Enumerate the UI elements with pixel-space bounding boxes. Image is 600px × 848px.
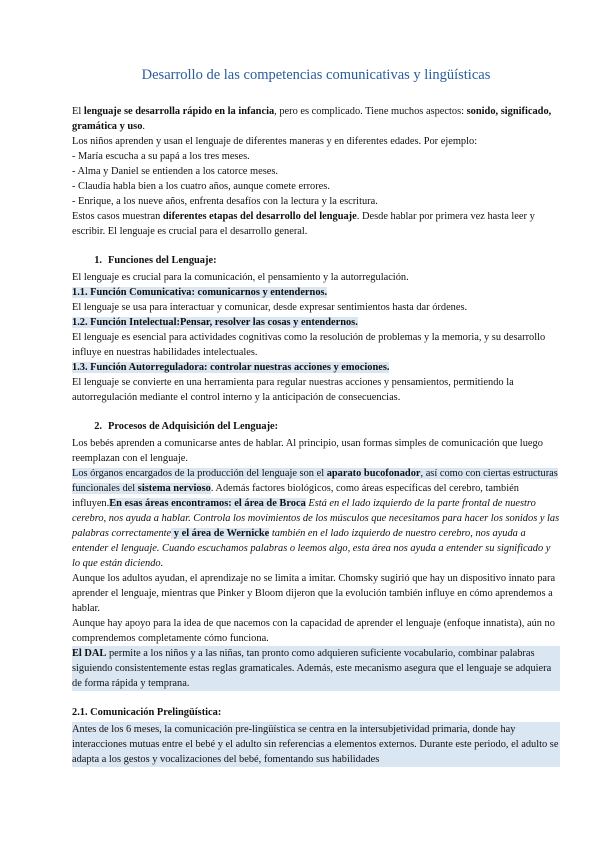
- subsection-2-1-paragraph: Antes de los 6 meses, la comunicación pre-lingüística se centra en la intersubjetividad primaria, donde hay interacciones mutuas entre el bebé y el adulto sin referencias a elementos externos. Durante este periodo, el adulto se adapta a los gestos y vocalizaciones del bebé, fomentando sus habilidades: [72, 724, 559, 765]
- subsection-1-3-heading: [72, 360, 560, 375]
- subsection-1-1-text: El lenguaje se usa para interactuar y comunicar, desde expresar sentimientos hasta dar órdenes.: [72, 302, 468, 313]
- bold-area-broca: En esas áreas encontramos: el área de Broca: [109, 498, 306, 509]
- bold-sistema-nervioso: sistema nervioso: [137, 483, 211, 494]
- subsection-2-1-heading: [72, 705, 560, 720]
- subsection-1-2-title: 1.2. Función Intelectual:Pensar, resolver las cosas y entendernos.: [72, 317, 358, 328]
- section-2-number: 2.: [94, 421, 102, 432]
- broca-description: Está en el lado izquierdo de la parte frontal de nuestro cerebro, nos ayuda a hablar. Controla los movimientos de los músculos que necesitamos para hacer los sonidos y las palabras correctamente: [72, 498, 560, 539]
- bold-aparato-bucofonador: aparato bucofonador: [326, 468, 421, 479]
- subsection-1-2-heading: [72, 315, 560, 330]
- intro-text: . Desde hablar por primera vez hasta leer y escribir. El lenguaje es crucial para el desarrollo general.: [72, 211, 535, 237]
- list-item: - Alma y Daniel se entienden a los catorce meses.: [72, 166, 279, 177]
- list-item: - Enrique, a los nueve años, enfrenta desafíos con la lectura y la escritura.: [72, 196, 378, 207]
- intro-bold-lenguaje: lenguaje se desarrolla rápido en la infancia: [83, 106, 275, 117]
- organs-text: . Además factores biológicos, como áreas específicas del cerebro, también influyen.: [72, 483, 519, 509]
- section-2-paragraph-4: Aunque hay apoyo para la idea de que nacemos con la capacidad de aprender el lenguaje (enfoque innatista), aún no comprendemos completamente cómo funciona.: [72, 618, 555, 644]
- section-2-paragraph-1: Los bebés aprenden a comunicarse antes de hablar. Al principio, usan formas simples de comunicación que luego reemplazan con el lenguaje.: [72, 438, 543, 464]
- intro-text: , pero es complicado. Tiene muchos aspectos:: [274, 106, 467, 117]
- subsection-1-2-text: El lenguaje es esencial para actividades cognitivas como la resolución de problemas y la memoria, y su desarrollo influye en nuestras habilidades intelectuales.: [72, 332, 546, 358]
- bold-dal: El DAL: [72, 648, 107, 659]
- intro-text: Estos casos muestran: [72, 211, 163, 222]
- bold-area-wernicke: y el área de Wernicke: [171, 528, 270, 539]
- list-item: - María escucha a su papá a los tres meses.: [72, 151, 250, 162]
- intro-paragraph-3: [72, 209, 560, 239]
- section-2-heading: [72, 419, 560, 434]
- section-1-title: Funciones del Lenguaje:: [108, 255, 217, 266]
- subsection-1-1-title: 1.1. Función Comunicativa: comunicarnos y entendernos.: [72, 287, 328, 298]
- organs-text: Los órganos encargados de la producción del lenguaje son el: [72, 468, 327, 479]
- subsection-1-3-title: 1.3. Función Autorreguladora: controlar nuestras acciones y emociones.: [72, 362, 390, 373]
- section-1-number: 1.: [94, 255, 102, 266]
- dal-text: permite a los niños y a las niñas, tan pronto como adquieren suficiente vocabulario, combinar palabras siguiendo consistentemente estas reglas gramaticales. Además, este mecanismo asegura que el lenguaje se adquiera de forma rápida y temprana.: [72, 648, 552, 689]
- subsection-1-1-heading: [72, 285, 560, 300]
- document-title: Desarrollo de las competencias comunicativas y lingüísticas: [141, 67, 491, 83]
- intro-paragraph: [72, 104, 560, 134]
- intro-text: El: [72, 106, 84, 117]
- intro-text: .: [142, 121, 146, 132]
- intro-paragraph-2: Los niños aprenden y usan el lenguaje de diferentes maneras y en diferentes edades. Por ejemplo:: [72, 136, 478, 147]
- intro-bold-aspects: sonido, significado, gramática y uso: [72, 106, 552, 132]
- subsection-1-3-text: El lenguaje se convierte en una herramienta para regular nuestras acciones y pensamientos, permitiendo la autorregulación mediante el control interno y la anticipación de consecuencias.: [72, 377, 514, 403]
- list-item: - Claudia habla bien a los cuatro años, aunque comete errores.: [72, 181, 330, 192]
- wernicke-description: también en el lado izquierdo de nuestro cerebro, nos ayuda a entender el lenguaje. Cuando escuchamos palabras o leemos algo, esta área nos ayuda a entender su significado y lo que están diciendo.: [72, 528, 551, 569]
- section-1-lead: El lenguaje es crucial para la comunicación, el pensamiento y la autorregulación.: [72, 272, 409, 283]
- organs-text: , así como con ciertas estructuras funcionales del: [72, 468, 558, 494]
- subsection-2-1-title: 2.1. Comunicación Prelingüística:: [72, 707, 222, 718]
- section-2-paragraph-2: [72, 466, 560, 571]
- section-1-heading: [72, 253, 560, 268]
- intro-bold-etapas: diferentes etapas del desarrollo del lenguaje: [162, 211, 357, 222]
- section-2-title: Procesos de Adquisición del Lenguaje:: [108, 421, 279, 432]
- section-2-paragraph-5: [72, 646, 560, 691]
- section-2-paragraph-3: Aunque los adultos ayudan, el aprendizaje no se limita a imitar. Chomsky sugirió que hay un dispositivo innato para aprender el lenguaje, mientras que Pinker y Bloom dijeron que la evolución también influye en cómo aprendemos a hablar.: [72, 573, 556, 614]
